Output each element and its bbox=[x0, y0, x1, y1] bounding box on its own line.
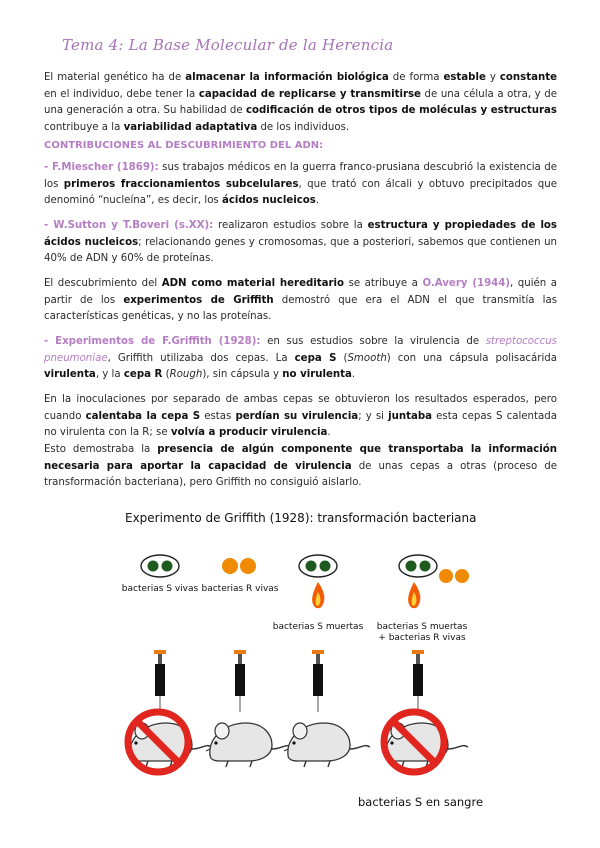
sutton-boveri-paragraph: - W.Sutton y T.Boveri (s.XX): realizaron estudios sobre la estructura y propiedades de los ácidos nucleicos; relacionando genes y cromosomas, que a posteriori, sabemos que contienen un 40% de ADN y 60% de proteínas. bbox=[44, 220, 557, 264]
label-s-muertas: bacterias S muertas bbox=[272, 622, 364, 632]
page-title: Tema 4: La Base Molecular de la Herencia bbox=[62, 36, 394, 54]
figure-title: Experimento de Griffith (1928): transformación bacteriana bbox=[125, 511, 477, 525]
label-mix-2: + bacterias R vivas bbox=[378, 633, 466, 643]
inoculation-paragraph: En la inoculaciones por separado de ambas cepas se obtuvieron los resultados esperados, pero cuando calentaba la cepa S estas perdían su virulencia; y si juntaba esta cepas S calentada no virulenta con la R; se volvía a producir virulencia. bbox=[44, 394, 557, 438]
flame-mix-icon bbox=[408, 582, 420, 608]
mouse-3-alive-icon bbox=[284, 723, 370, 767]
griffith-paragraph: - Experimentos de F.Griffith (1928): en sus estudios sobre la virulencia de streptococcus pneumoniae, Griffith utilizaba dos cepas. La cepa S (Smooth) con una cápsula polisacárida virulenta, y la cepa R (Rough), sin cápsula y no virulenta. bbox=[44, 336, 558, 380]
intro-paragraph: El material genético ha de almacenar la información biológica de forma estable y constante en el individuo, debe tener la capacidad de replicarse y transmitirse de una célula a otra, y de una generación a otra. Su habilidad de codificación de otros tipos de moléculas y estructuras contribuye a la variabilidad adaptativa de los individuos. bbox=[44, 72, 557, 133]
mouse-2-alive-icon bbox=[206, 723, 292, 767]
syringe-1-icon bbox=[154, 650, 166, 712]
label-mix-1: bacterias S muertas bbox=[376, 622, 468, 632]
syringe-2-icon bbox=[234, 650, 246, 712]
conclusion-paragraph: Esto demostraba la presencia de algún componente que transportaba la información necesaria para aportar la capacidad de virulencia de unas cepas a otras (proceso de transformación bacteriana), pero Griffith no consiguió aislarlo. bbox=[44, 444, 557, 488]
bacteria-r-live-icon bbox=[222, 558, 256, 574]
bacteria-s-dead-icon bbox=[299, 555, 337, 577]
avery-paragraph: El descubrimiento del ADN como material hereditario se atribuye a O.Avery (1944), quién a partir de los experimentos de Griffith demostró que era el ADN el que transmitía las características genéticas, y no las proteínas. bbox=[44, 278, 558, 322]
bacteria-s-live-icon bbox=[141, 555, 179, 577]
bacteria-s-dead-mix-icon bbox=[399, 555, 437, 577]
syringe-3-icon bbox=[312, 650, 324, 712]
bacteria-r-mix-icon bbox=[439, 569, 469, 583]
label-r-vivas: bacterias R vivas bbox=[201, 584, 279, 594]
flame-icon bbox=[312, 582, 324, 608]
syringe-4-icon bbox=[412, 650, 424, 712]
miescher-paragraph: - F.Miescher (1869): sus trabajos médicos en la guerra franco-prusiana descubrió la existencia de los primeros fraccionamientos subcelulares, que trató con álcali y obtuvo precipitados que denominó “nucleína”, es decir, los ácidos nucleicos. bbox=[44, 162, 557, 206]
figure-footer: bacterias S en sangre bbox=[358, 795, 484, 809]
section-header: CONTRIBUCIONES AL DESCUBRIMIENTO DEL ADN: bbox=[44, 140, 324, 151]
label-s-vivas: bacterias S vivas bbox=[121, 584, 199, 594]
